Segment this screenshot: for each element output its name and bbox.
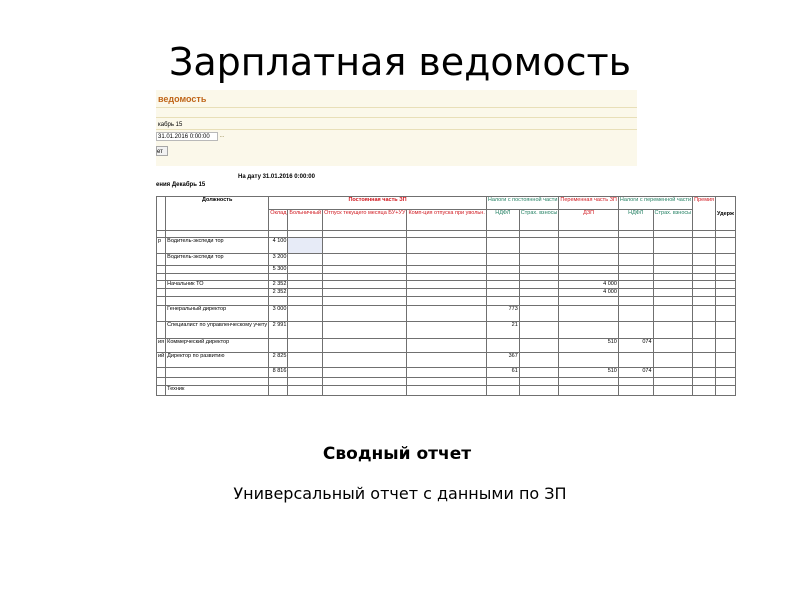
comp-cell	[407, 266, 486, 274]
vacation-cell	[323, 238, 407, 254]
position-cell: Техник	[166, 386, 269, 396]
ndfl-variable-cell	[618, 281, 653, 289]
vacation-cell	[323, 231, 407, 238]
comp-cell	[407, 378, 486, 386]
position-cell: Коммерческий директор	[166, 339, 269, 353]
ndfl-variable-cell	[618, 306, 653, 322]
table-row	[157, 254, 736, 266]
ndfl-variable-cell: 074	[618, 368, 653, 378]
form-header	[156, 90, 637, 166]
dzp-cell	[559, 266, 618, 274]
insurance-variable-cell	[653, 274, 693, 281]
ndfl-constant-cell	[486, 238, 519, 254]
insurance-constant-cell	[519, 297, 559, 306]
sick-cell	[288, 266, 323, 274]
vacation-cell	[323, 266, 407, 274]
insurance-constant-cell	[519, 339, 559, 353]
ndfl-variable-cell	[618, 266, 653, 274]
ndfl-variable-cell	[618, 231, 653, 238]
bonus-cell	[693, 378, 716, 386]
report-period: ения Декабрь 15	[156, 182, 206, 188]
group-tax-variable-header: Налоги с переменной части	[618, 197, 692, 210]
ndfl-constant-cell: 61	[486, 368, 519, 378]
group-constant-header: Постоянная часть ЗП	[269, 197, 487, 210]
row-label-cell	[157, 266, 166, 274]
dzp-cell: 4 000	[559, 281, 618, 289]
sick-cell	[288, 378, 323, 386]
ndfl-constant-cell	[486, 281, 519, 289]
col-comp-header: Комп-ция отпуска при увольн.	[407, 210, 486, 231]
bonus-cell	[693, 289, 716, 297]
comp-cell	[407, 386, 486, 396]
sick-cell	[288, 231, 323, 238]
comp-cell	[407, 281, 486, 289]
sick-cell	[288, 368, 323, 378]
table-row	[157, 281, 736, 289]
position-cell: Водитель-экспеди тор	[166, 238, 269, 254]
salary-cell	[269, 378, 288, 386]
position-cell: Начальник ТО	[166, 281, 269, 289]
report-table	[156, 196, 736, 396]
row-label-cell	[157, 297, 166, 306]
insurance-variable-cell	[653, 266, 693, 274]
deduct-cell	[716, 353, 736, 368]
vacation-cell	[323, 297, 407, 306]
caption-text: Универсальный отчет с данными по ЗП	[233, 484, 567, 503]
salary-cell: 5 300	[269, 266, 288, 274]
insurance-constant-cell	[519, 378, 559, 386]
comp-cell	[407, 254, 486, 266]
deduct-cell	[716, 339, 736, 353]
salary-cell: 2 825	[269, 353, 288, 368]
dzp-cell	[559, 254, 618, 266]
sick-cell	[288, 339, 323, 353]
ndfl-variable-cell	[618, 386, 653, 396]
position-cell	[166, 274, 269, 281]
ndfl-constant-cell	[486, 289, 519, 297]
table-row	[157, 274, 736, 281]
comp-cell	[407, 322, 486, 339]
sick-cell	[288, 254, 323, 266]
slide-title: Зарплатная ведомость	[168, 40, 632, 84]
ndfl-constant-cell	[486, 297, 519, 306]
ndfl-constant-cell	[486, 378, 519, 386]
col-sick-header: Больничный	[288, 210, 323, 231]
table-row	[157, 231, 736, 238]
report-date: На дату 31.01.2016 0:00:00	[238, 174, 315, 180]
sick-cell	[288, 322, 323, 339]
bonus-cell	[693, 254, 716, 266]
row-label-cell	[157, 254, 166, 266]
ndfl-constant-cell	[486, 254, 519, 266]
deduct-cell	[716, 297, 736, 306]
table-row	[157, 289, 736, 297]
comp-cell	[407, 339, 486, 353]
comp-cell	[407, 297, 486, 306]
dzp-cell	[559, 322, 618, 339]
position-cell: Водитель-экспеди тор	[166, 254, 269, 266]
table-row	[157, 353, 736, 368]
col-position-header: Должность	[166, 197, 269, 231]
dzp-cell: 4 000	[559, 289, 618, 297]
position-cell	[166, 289, 269, 297]
position-cell: Генеральный директор	[166, 306, 269, 322]
row-label-cell	[157, 289, 166, 297]
insurance-constant-cell	[519, 266, 559, 274]
insurance-constant-cell	[519, 353, 559, 368]
vacation-cell	[323, 386, 407, 396]
dzp-cell: 510	[559, 368, 618, 378]
salary-cell: 2 991	[269, 322, 288, 339]
sick-cell	[288, 281, 323, 289]
deduct-cell	[716, 266, 736, 274]
ndfl-variable-cell	[618, 322, 653, 339]
dzp-cell: 510	[559, 339, 618, 353]
deduct-cell	[716, 289, 736, 297]
insurance-variable-cell	[653, 231, 693, 238]
insurance-variable-cell	[653, 254, 693, 266]
bonus-cell	[693, 231, 716, 238]
sick-cell	[288, 289, 323, 297]
col-ndfl-variable-header: НДФЛ	[618, 210, 653, 231]
position-cell: Директор по развитию	[166, 353, 269, 368]
deduct-cell	[716, 254, 736, 266]
salary-cell: 2 352	[269, 289, 288, 297]
col-insurance-variable-header: Страх. взносы	[653, 210, 693, 231]
date-input[interactable]: 31.01.2016 0:00:00	[156, 132, 218, 141]
report-screenshot	[156, 90, 734, 413]
bonus-cell	[693, 297, 716, 306]
bonus-cell	[693, 238, 716, 254]
salary-cell	[269, 274, 288, 281]
ndfl-variable-cell	[618, 297, 653, 306]
bonus-cell	[693, 306, 716, 322]
dzp-cell	[559, 297, 618, 306]
vacation-cell	[323, 289, 407, 297]
table-corner	[157, 197, 166, 231]
salary-cell: 4 100	[269, 238, 288, 254]
dzp-cell	[559, 353, 618, 368]
row-label-cell	[157, 322, 166, 339]
ndfl-constant-cell	[486, 339, 519, 353]
insurance-variable-cell	[653, 306, 693, 322]
table-row	[157, 322, 736, 339]
dzp-cell	[559, 231, 618, 238]
position-cell	[166, 378, 269, 386]
comp-cell	[407, 274, 486, 281]
bonus-cell	[693, 368, 716, 378]
position-cell	[166, 266, 269, 274]
caption-heading: Сводный отчет	[322, 444, 472, 464]
insurance-constant-cell	[519, 322, 559, 339]
salary-cell	[269, 231, 288, 238]
vacation-cell	[323, 254, 407, 266]
salary-cell	[269, 386, 288, 396]
deduct-cell	[716, 306, 736, 322]
table-row	[157, 368, 736, 378]
insurance-constant-cell	[519, 274, 559, 281]
row-label-cell	[157, 281, 166, 289]
vacation-cell	[323, 353, 407, 368]
table-row	[157, 266, 736, 274]
insurance-variable-cell	[653, 322, 693, 339]
deduct-cell	[716, 378, 736, 386]
row-label-cell	[157, 386, 166, 396]
insurance-constant-cell	[519, 238, 559, 254]
col-insurance-constant-header: Страх. взносы	[519, 210, 559, 231]
ndfl-constant-cell	[486, 274, 519, 281]
insurance-variable-cell	[653, 368, 693, 378]
salary-cell	[269, 339, 288, 353]
dzp-cell	[559, 378, 618, 386]
form-title: ведомость	[158, 94, 207, 104]
position-cell	[166, 368, 269, 378]
comp-cell	[407, 238, 486, 254]
deduct-cell	[716, 368, 736, 378]
bonus-cell	[693, 274, 716, 281]
group-variable-header: Переменная часть ЗП	[559, 197, 618, 210]
ndfl-constant-cell	[486, 231, 519, 238]
ndfl-constant-cell: 367	[486, 353, 519, 368]
insurance-constant-cell	[519, 289, 559, 297]
insurance-variable-cell	[653, 281, 693, 289]
deduct-cell	[716, 238, 736, 254]
sick-cell	[288, 353, 323, 368]
vacation-cell	[323, 281, 407, 289]
vacation-cell	[323, 306, 407, 322]
insurance-variable-cell	[653, 386, 693, 396]
insurance-constant-cell	[519, 231, 559, 238]
salary-cell: 8 816	[269, 368, 288, 378]
table-row	[157, 306, 736, 322]
comp-cell	[407, 231, 486, 238]
vacation-cell	[323, 322, 407, 339]
vacation-cell	[323, 274, 407, 281]
group-tax-constant-header: Налоги с постоянной части	[486, 197, 559, 210]
insurance-constant-cell	[519, 368, 559, 378]
vacation-cell	[323, 368, 407, 378]
deduct-cell	[716, 322, 736, 339]
sick-cell	[288, 297, 323, 306]
ndfl-variable-cell	[618, 289, 653, 297]
deduct-cell	[716, 231, 736, 238]
insurance-variable-cell	[653, 378, 693, 386]
sick-cell	[288, 274, 323, 281]
comp-cell	[407, 368, 486, 378]
header-divider	[156, 117, 637, 118]
deduct-cell	[716, 386, 736, 396]
ndfl-variable-cell	[618, 238, 653, 254]
dzp-cell	[559, 306, 618, 322]
vacation-cell	[323, 378, 407, 386]
ndfl-constant-cell: 21	[486, 322, 519, 339]
row-label-cell: ия	[157, 339, 166, 353]
bonus-cell	[693, 386, 716, 396]
header-divider	[156, 129, 637, 130]
ndfl-constant-cell	[486, 266, 519, 274]
insurance-variable-cell	[653, 353, 693, 368]
sick-cell	[288, 386, 323, 396]
row-label-cell	[157, 368, 166, 378]
insurance-variable-cell	[653, 297, 693, 306]
row-label-cell: ий	[157, 353, 166, 368]
ndfl-variable-cell: 074	[618, 339, 653, 353]
bonus-cell	[693, 353, 716, 368]
ndfl-variable-cell	[618, 254, 653, 266]
insurance-constant-cell	[519, 254, 559, 266]
comp-cell	[407, 289, 486, 297]
insurance-variable-cell	[653, 289, 693, 297]
insurance-variable-cell	[653, 238, 693, 254]
insurance-variable-cell	[653, 339, 693, 353]
table-row	[157, 378, 736, 386]
salary-cell	[269, 297, 288, 306]
ndfl-variable-cell	[618, 353, 653, 368]
position-cell: Специалист по управленческому учету	[166, 322, 269, 339]
period-field[interactable]: кабрь 15	[158, 122, 183, 128]
col-dzp-header: ДЗП	[559, 210, 618, 231]
table-row	[157, 339, 736, 353]
col-vacation-header: Отпуск текущего месяца БУ+УУ	[323, 210, 407, 231]
col-bonus-header: Премия	[693, 197, 716, 231]
dzp-cell	[559, 386, 618, 396]
table-row	[157, 238, 736, 254]
col-ndfl-constant-header: НДФЛ	[486, 210, 519, 231]
bonus-cell	[693, 322, 716, 339]
header-divider	[156, 107, 637, 108]
dzp-cell	[559, 238, 618, 254]
deduct-cell	[716, 281, 736, 289]
generate-report-button[interactable]: ет	[156, 146, 168, 156]
row-label-cell	[157, 274, 166, 281]
table-row	[157, 386, 736, 396]
report-rows	[157, 231, 736, 396]
col-deduct-header: Удерж	[716, 197, 736, 231]
comp-cell	[407, 353, 486, 368]
insurance-constant-cell	[519, 281, 559, 289]
col-salary-header: Оклад	[269, 210, 288, 231]
position-cell	[166, 297, 269, 306]
bonus-cell	[693, 339, 716, 353]
comp-cell	[407, 306, 486, 322]
bonus-cell	[693, 281, 716, 289]
dzp-cell	[559, 274, 618, 281]
row-label-cell: р	[157, 238, 166, 254]
row-label-cell	[157, 306, 166, 322]
ndfl-variable-cell	[618, 378, 653, 386]
insurance-constant-cell	[519, 386, 559, 396]
date-picker-button[interactable]: ...	[219, 133, 225, 139]
row-label-cell	[157, 378, 166, 386]
vacation-cell	[323, 339, 407, 353]
position-cell	[166, 231, 269, 238]
salary-cell: 3 000	[269, 306, 288, 322]
row-label-cell	[157, 231, 166, 238]
ndfl-constant-cell	[486, 386, 519, 396]
bonus-cell	[693, 266, 716, 274]
table-row	[157, 297, 736, 306]
deduct-cell	[716, 274, 736, 281]
salary-cell: 3 200	[269, 254, 288, 266]
ndfl-constant-cell: 773	[486, 306, 519, 322]
sick-cell	[288, 306, 323, 322]
salary-cell: 2 352	[269, 281, 288, 289]
ndfl-variable-cell	[618, 274, 653, 281]
sick-cell	[288, 238, 323, 254]
insurance-constant-cell	[519, 306, 559, 322]
